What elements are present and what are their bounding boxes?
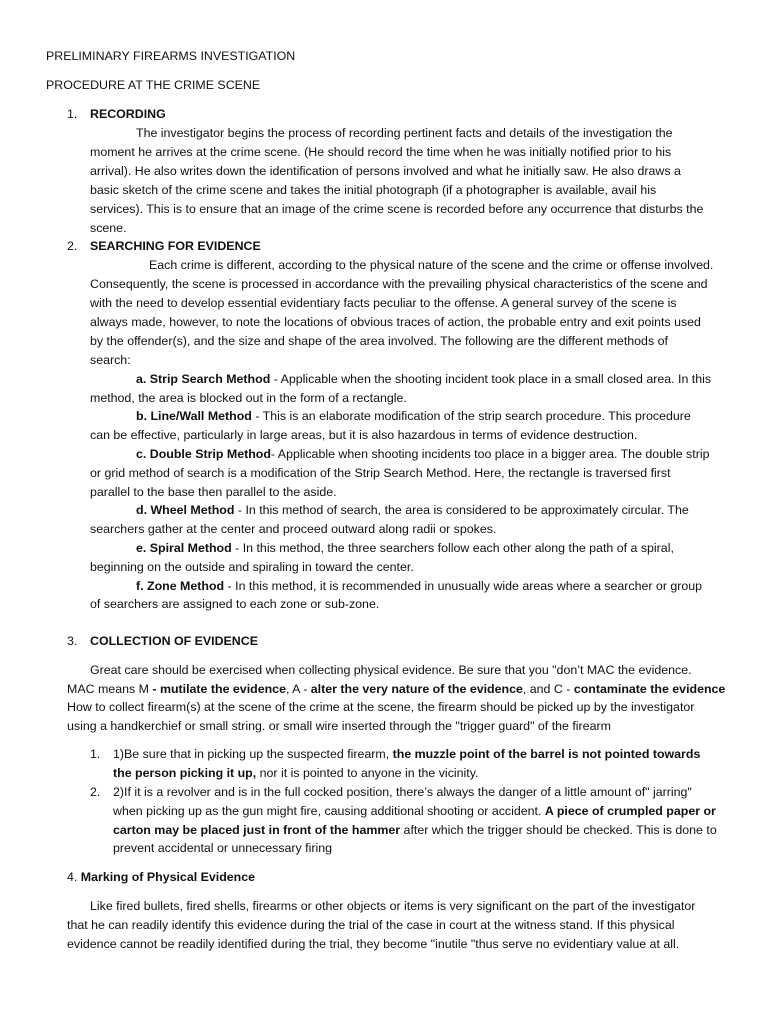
list-item-number: 2. [90, 785, 101, 799]
section-1-number: 1. [67, 107, 78, 121]
method-strip-search: a. Strip Search Method - Applicable when the shooting incident took place in a small closed area. In this [136, 372, 712, 386]
list-item-continuation: carton may be placed just in front of the hammer after which the trigger should be checked. This is done to [113, 823, 717, 837]
section-3-number: 3. [67, 634, 78, 648]
method-spiral: e. Spiral Method - In this method, the three searchers follow each other along the path of a spiral, [136, 541, 674, 555]
paragraph-line: always made, however, to note the locations of obvious traces of action, the probable entry and exit points used [90, 315, 701, 329]
list-item-number: 1. [90, 747, 101, 761]
list-item-continuation: the person picking it up, nor it is pointed to anyone in the vicinity. [113, 766, 479, 780]
document-subtitle: PROCEDURE AT THE CRIME SCENE [46, 78, 261, 92]
paragraph-line: that he can readily identify this evidence during the trial of the case in court at the witness stand. If this physical [67, 918, 675, 932]
paragraph-line: search: [90, 353, 131, 367]
mac-definition: MAC means M - mutilate the evidence, A - alter the very nature of the evidence, and C - contaminate the evidence [67, 682, 726, 696]
paragraph-line: searchers gather at the center and proceed outward along radii or spokes. [90, 522, 497, 536]
paragraph-line: can be effective, particularly in large areas, but it is also hazardous in terms of evidence destruction. [90, 428, 638, 442]
paragraph-line: beginning on the outside and spiraling in toward the center. [90, 560, 414, 574]
section-2-number: 2. [67, 239, 78, 253]
paragraph-line: parallel to the base then parallel to the aside. [90, 485, 337, 499]
paragraph-line: of searchers are assigned to each zone or sub-zone. [90, 597, 380, 611]
paragraph-line: Like fired bullets, fired shells, firearms or other objects or items is very significant on the part of the investigator [90, 899, 696, 913]
document-title: PRELIMINARY FIREARMS INVESTIGATION [46, 49, 296, 63]
paragraph-line: The investigator begins the process of recording pertinent facts and details of the investigation the [136, 126, 673, 140]
paragraph-line: method, the area is blocked out in the form of a rectangle. [90, 391, 407, 405]
paragraph-line: moment he arrives at the crime scene. (He should record the time when he was initially notified prior to his [90, 145, 672, 159]
list-item: 2)If it is a revolver and is in the full cocked position, there’s always the danger of a little amount of" jarring" [113, 785, 692, 799]
paragraph-line: evidence cannot be readily identified during the trial, they become "inutile "thus serve no evidentiary value at all. [67, 937, 680, 951]
paragraph-line: arrival). He also writes down the identification of persons involved and what he initially saw. He also draws a [90, 164, 681, 178]
method-wheel: d. Wheel Method - In this method of search, the area is considered to be approximately circular. The [136, 503, 689, 517]
paragraph-line: Each crime is different, according to the physical nature of the scene and the crime or offense involved. [149, 258, 714, 272]
paragraph-line: by the offender(s), and the size and shape of the area involved. The following are the different methods of [90, 334, 668, 348]
list-item-continuation: prevent accidental or unnecessary firing [113, 841, 333, 855]
section-3-heading: COLLECTION OF EVIDENCE [90, 634, 258, 648]
paragraph-line: or grid method of search is a modification of the Strip Search Method. Here, the rectangle is traversed first [90, 466, 671, 480]
paragraph-line: scene. [90, 221, 127, 235]
paragraph-line: Consequently, the scene is processed in accordance with the prevailing physical characteristics of the scene and [90, 277, 708, 291]
paragraph-line: How to collect firearm(s) at the scene of the crime at the scene, the firearm should be picked up by the investigator [67, 700, 695, 714]
method-double-strip: c. Double Strip Method- Applicable when shooting incidents too place in a bigger area. The double strip [136, 447, 710, 461]
paragraph-line: services). This is to ensure that an image of the crime scene is recorded before any occurrence that disturbs the [90, 202, 704, 216]
paragraph-line: basic sketch of the crime scene and takes the initial photograph (if a photographer is available, avail his [90, 183, 657, 197]
section-2-heading: SEARCHING FOR EVIDENCE [90, 239, 261, 253]
paragraph-line: using a handkerchief or small string. or small wire inserted through the "trigger guard" of the firearm [67, 719, 611, 733]
paragraph-line: Great care should be exercised when collecting physical evidence. Be sure that you "don’t MAC the evidence. [90, 663, 692, 677]
list-item: 1)Be sure that in picking up the suspected firearm, the muzzle point of the barrel is not pointed towards [113, 747, 701, 761]
method-zone: f. Zone Method - In this method, it is recommended in unusually wide areas where a searcher or group [136, 579, 703, 593]
paragraph-line: with the need to develop essential evidentiary facts peculiar to the offense. A general survey of the scene is [90, 296, 677, 310]
method-line-wall: b. Line/Wall Method - This is an elaborate modification of the strip search procedure. This procedure [136, 409, 691, 423]
list-item-continuation: when picking up as the gun might fire, causing additional shooting or accident. A piece of crumpled paper or [113, 804, 716, 818]
section-4-heading: 4. Marking of Physical Evidence [67, 870, 256, 884]
section-1-heading: RECORDING [90, 107, 166, 121]
